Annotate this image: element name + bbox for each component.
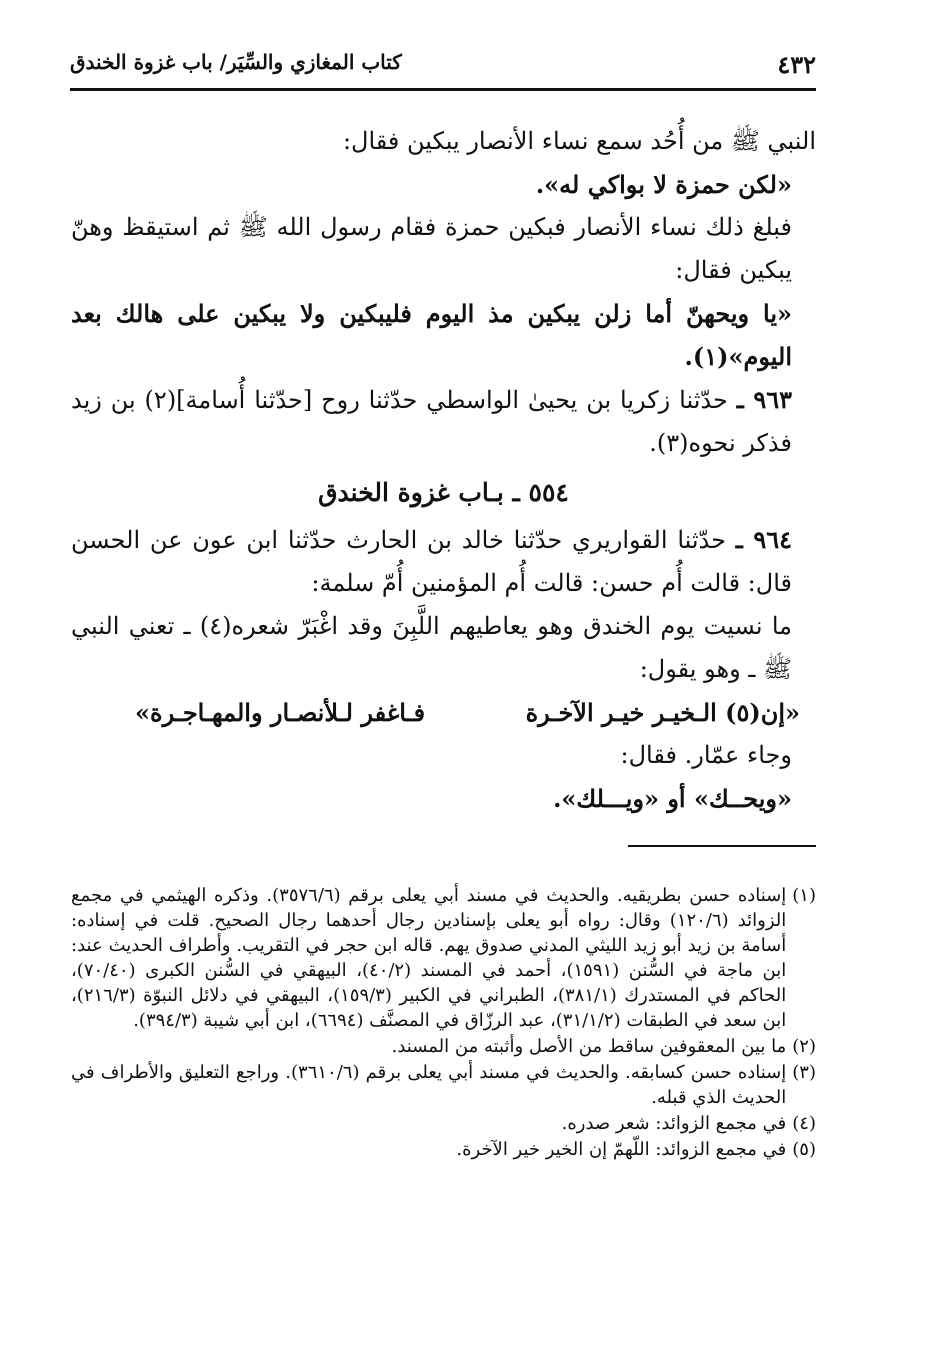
footnote-number: (١) (792, 885, 816, 906)
footnote-text: ما بين المعقوفين ساقط من الأصل وأثبته من المسند. (391, 1036, 787, 1057)
verse-part-2: فـاغفر لـلأنصـار والمهـاجـرة» (135, 698, 426, 727)
main-text (71, 120, 816, 820)
page-number: ٤٣٢ (777, 50, 816, 79)
footnote-number: (٢) (792, 1036, 816, 1057)
paragraph-2: فبلغ ذلك نساء الأنصار فبكين حمزة فقام رسول الله ﷺ ثم استيقظ وهنّ يبكين فقال: (71, 213, 792, 284)
paragraph-1: النبي ﷺ من أُحُد سمع نساء الأنصار يبكين فقال: (342, 127, 816, 155)
footnote-text: في مجمع الزوائد: اللّهمّ إن الخير خير الآخرة. (456, 1139, 787, 1160)
verse-part-1: «إن(٥) الـخيـر خيـر الآخـرة (525, 698, 800, 727)
footnotes (71, 883, 816, 1163)
running-title: كتاب المغازي والسِّيَر/ باب غزوة الخندق (70, 50, 402, 74)
quote-1: «لكن حمزة لا بواكي له». (535, 170, 792, 199)
footnote-number: (٤) (792, 1113, 816, 1134)
footnote-text: إسناده حسن بطريقيه. والحديث في مسند أبي يعلى برقم (٣٥٧٦/٦). وذكره الهيثمي في مجمع الزوائد (١٢٠/٦) وقال: رواه أبو يعلى بإسنادين رجال أحدهما رجال الصحيح. قلت في إسناده: أسامة بن زيد أبو زيد الليثي المدني صدوق يهم. قاله ابن حجر في التقريب. وأطراف الحديث عند: ابن ماجة في السُّنن (١٥٩١)، أحمد في المسند (٤٠/٢)، البيهقي في السُّنن الكبرى (٧٠/٤٠)، الحاكم في المستدرك (٣٨١/١)، الطبراني في الكبير (١٥٩/٣)، البيهقي في دلائل النبوّة (٢١٦/٣)، ابن سعد في الطبقات (٣١/١/٢)، عبد الرزّاق في المصنَّف (٦٦٩٤)، ابن أبي شيبة (٣٩٤/٣). (71, 885, 787, 1031)
footnote-2 (71, 1034, 816, 1059)
footnote-text: إسناده حسن كسابقه. والحديث في مسند أبي يعلى برقم (٣٦١٠/٦). وراجع التعليق والأطراف في الحديث الذي قبله. (71, 1062, 787, 1108)
footnote-5 (71, 1137, 816, 1162)
footnote-text: في مجمع الزوائد: شعر صدره. (561, 1113, 787, 1134)
hadith-963-number: ٩٦٣ ـ (736, 385, 793, 414)
hadith-964 (71, 518, 816, 605)
hadith-964-text: حدّثنا القواريري حدّثنا خالد بن الحارث حدّثنا ابن عون عن الحسن قال: قالت أُم حسن: قالت أُم المؤمنين أُمّ سلمة: (71, 526, 792, 597)
paragraph-4: وجاء عمّار. فقال: (620, 741, 792, 769)
footnote-separator (628, 845, 816, 847)
paragraph-3: ما نسيت يوم الخندق وهو يعاطيهم اللَّبِنَ وقد اغْبَرّ شعره(٤) ـ تعني النبي ﷺ ـ وهو يقول: (71, 612, 793, 683)
quote-2: «يا ويحهنّ أما زلن يبكين مذ اليوم فليبكين ولا يبكين على هالك بعد اليوم»(١). (71, 299, 792, 371)
verse-line (71, 691, 816, 734)
footnote-number: (٥) (792, 1139, 816, 1160)
hadith-963 (71, 378, 816, 465)
footnote-4 (71, 1111, 816, 1136)
chapter-title: ٥٥٤ ـ بـاب غزوة الخندق (318, 478, 569, 507)
quote-3: «ويحــك» أو «ويـــلك». (553, 784, 792, 813)
page-header (70, 42, 816, 91)
footnote-number: (٣) (792, 1062, 816, 1083)
hadith-963-text: حدّثنا زكريا بن يحيىٰ الواسطي حدّثنا روح [حدّثنا أُسامة](٢) بن زيد فذكر نحوه(٣). (71, 386, 792, 457)
footnote-3 (71, 1060, 816, 1110)
footnote-1 (71, 883, 816, 1033)
hadith-964-number: ٩٦٤ ـ (735, 525, 792, 554)
